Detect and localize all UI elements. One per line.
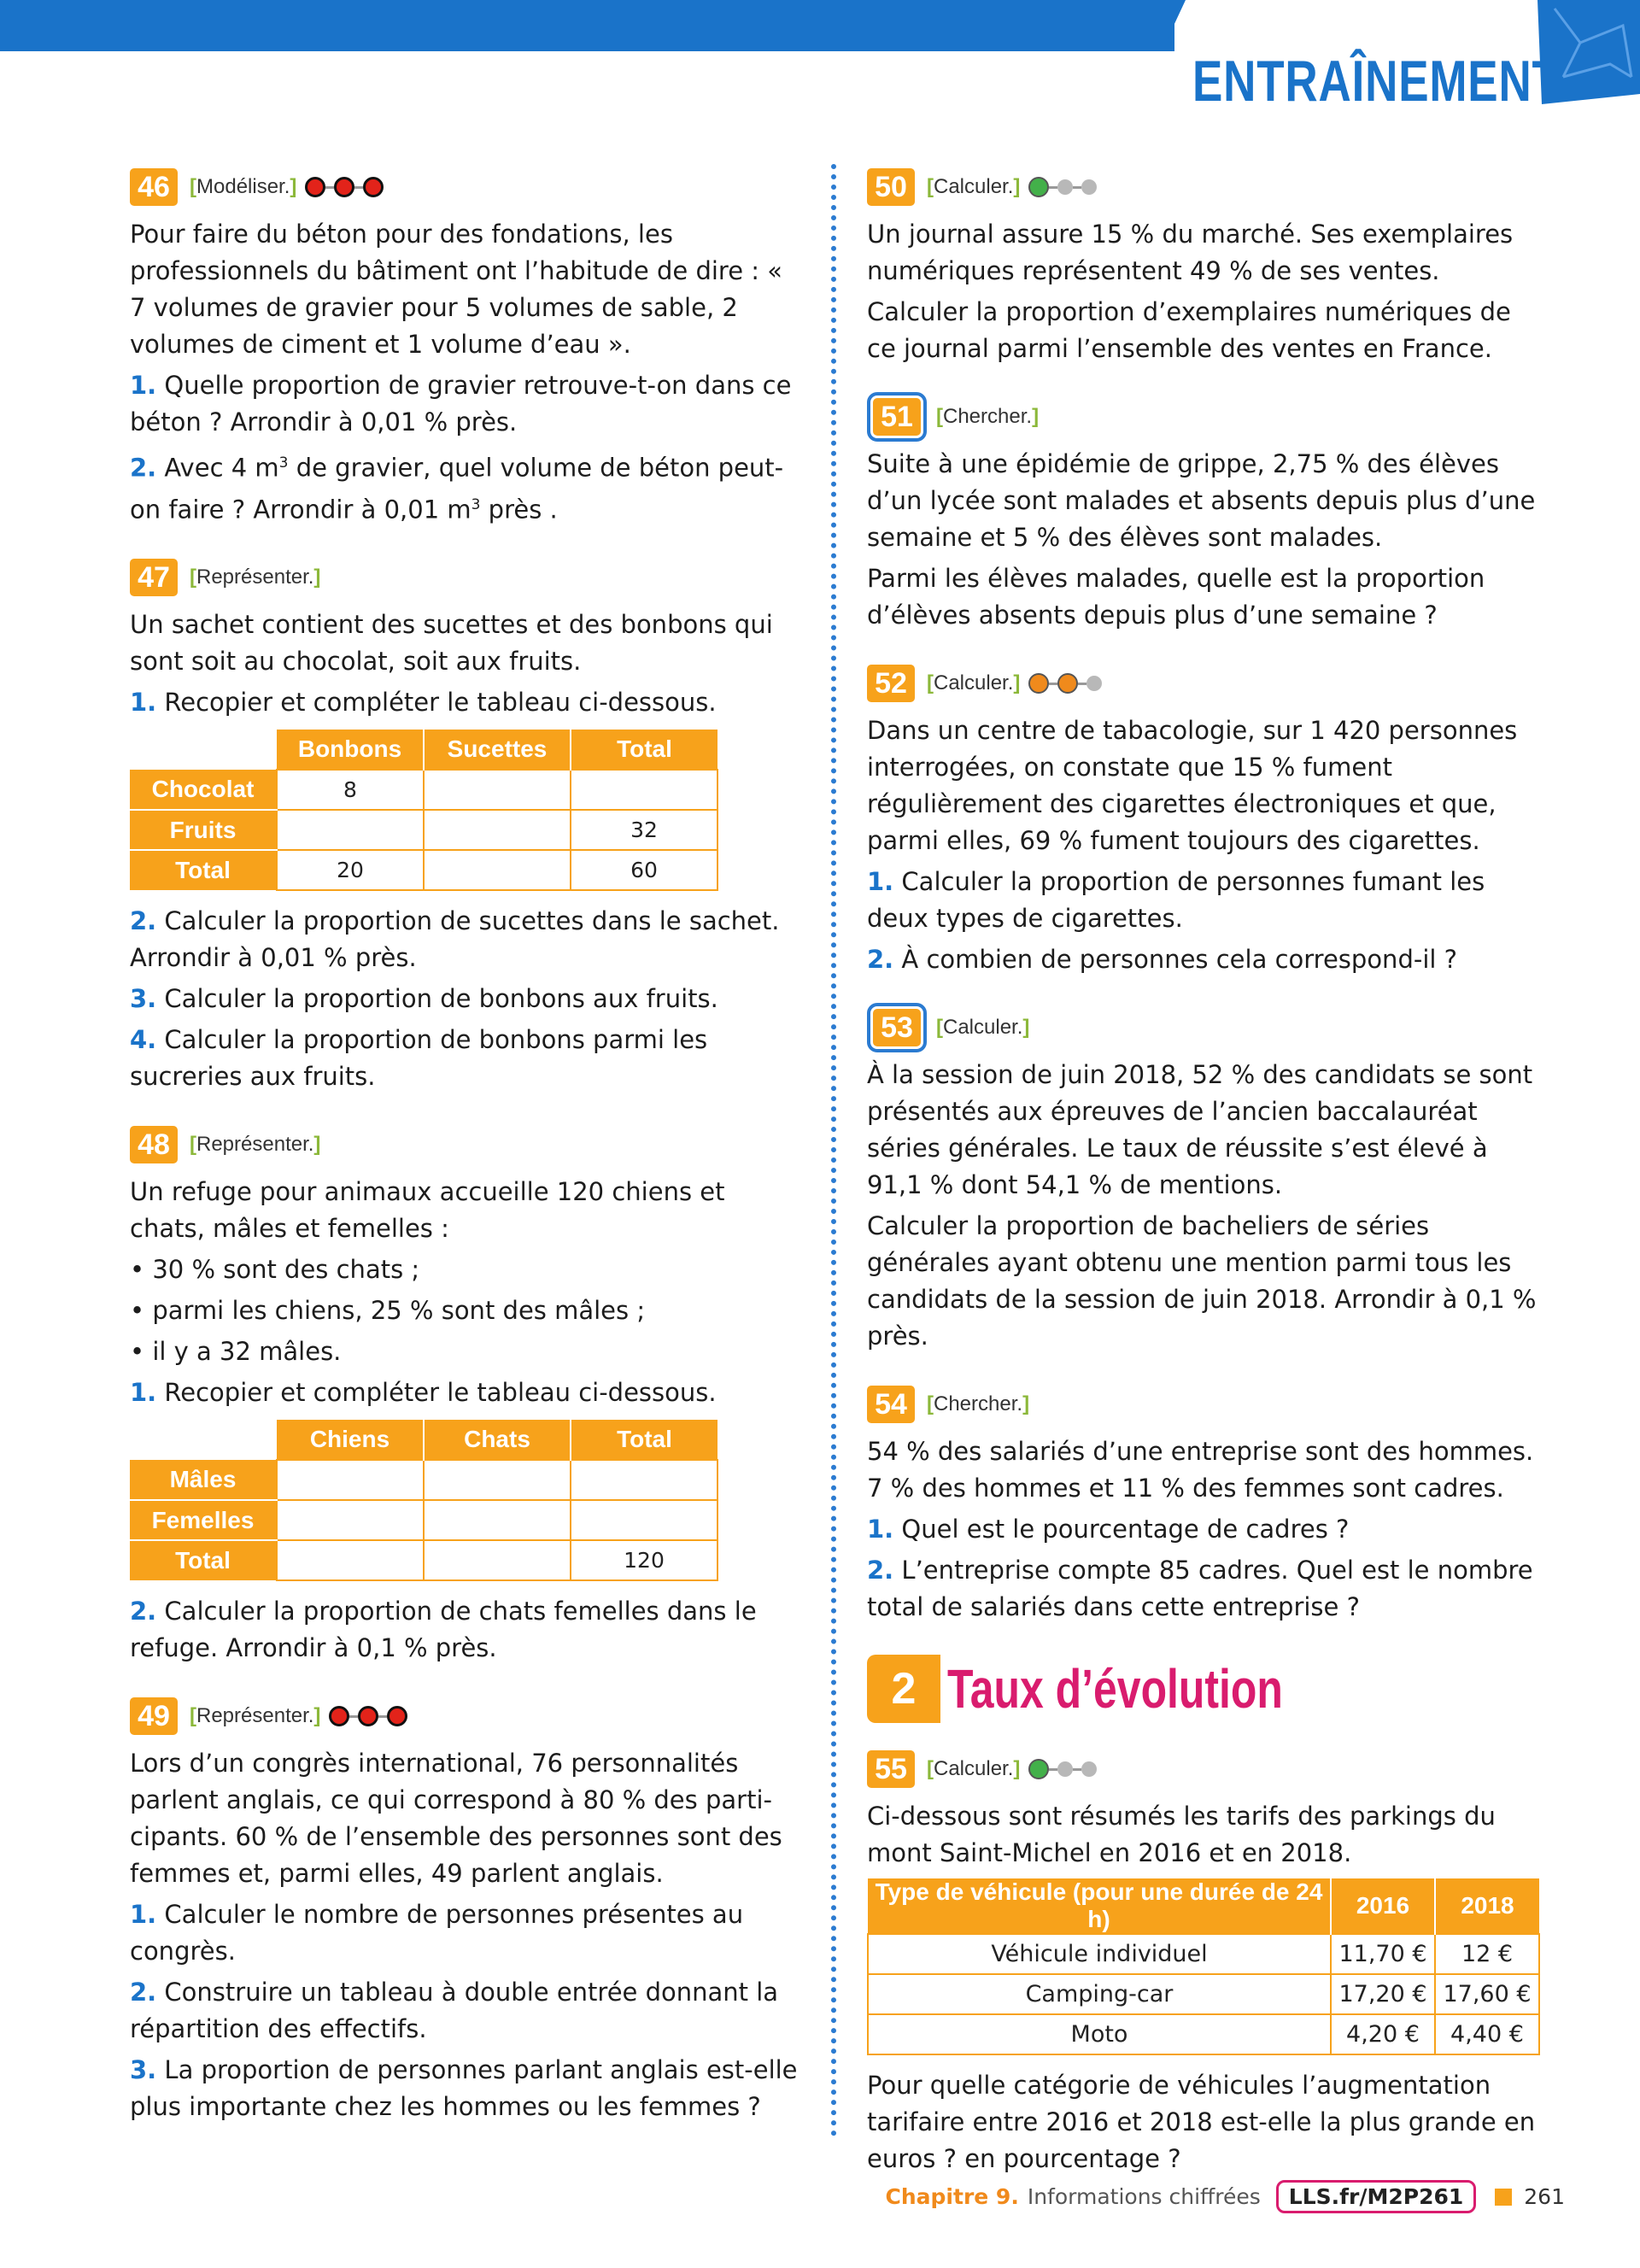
column-header: 2016 <box>1331 1878 1435 1934</box>
table-cell <box>571 770 718 810</box>
part-title: Taux d’évolution <box>947 1658 1283 1720</box>
exercise-text: Pour faire du béton pour des fondations, les professionnels du bâtiment ont l’habitude de dire : « 7 volumes de gravier pour 5 volumes de sable, 2 volumes de ciment et 1 volume d’eau ». <box>130 220 782 359</box>
difficulty-dot-icon <box>1028 1759 1049 1779</box>
exercise-text: Pour quelle catégorie de véhicules l’augmentation tarifaire entre 2016 et 2018 est-elle la plus grande en euros ? en pourcentage ? <box>867 2071 1536 2173</box>
bullet-item: • 30 % sont des chats ; <box>130 1255 420 1285</box>
table-cell <box>277 1460 424 1500</box>
left-column <box>130 167 805 2154</box>
tariff-table <box>867 1878 1540 2055</box>
exercise-46 <box>130 167 805 528</box>
row-header: Femelles <box>130 1500 277 1540</box>
table-cell: 12 € <box>1435 1934 1539 1974</box>
row-header: Chocolat <box>130 770 277 810</box>
column-header: Total <box>571 1420 718 1460</box>
table-cell: 32 <box>571 810 718 850</box>
question: 2. Calculer la proportion de sucettes dans le sachet. Arrondir à 0,01 % près. <box>130 906 780 973</box>
table-cell: 60 <box>571 850 718 890</box>
skill-tag: [Chercher.] <box>927 1392 1030 1415</box>
table-cell <box>424 1500 571 1540</box>
difficulty-dots <box>1028 177 1097 197</box>
difficulty-dots <box>305 177 384 197</box>
question: 1. Recopier et compléter le tableau ci-dessous. <box>130 1378 717 1408</box>
difficulty-dot-icon <box>1086 676 1102 691</box>
exercise-text: À la session de juin 2018, 52 % des candidats se sont présentés aux épreuves de l’ancien baccalauréat séries générales. Le taux de réussite s’est élevé à 91,1 % dont 54,1 % de mentions. <box>867 1060 1533 1199</box>
exercise-text: Un refuge pour animaux accueille 120 chiens et chats, mâles et femelles : <box>130 1177 725 1244</box>
question: 3. Calculer la proportion de bonbons aux fruits. <box>130 984 718 1014</box>
table-cell: 4,20 € <box>1331 2014 1435 2054</box>
difficulty-dots <box>1028 1759 1097 1779</box>
table-cell <box>424 1460 571 1500</box>
exercise-48 <box>130 1124 805 1667</box>
column-divider <box>831 164 836 2137</box>
row-header: Mâles <box>130 1460 277 1500</box>
table-cell <box>424 1540 571 1580</box>
question: 1. Calculer le nombre de personnes présentes au congrès. <box>130 1900 744 1966</box>
table-cell <box>571 1460 718 1500</box>
exercise-49 <box>130 1696 805 2125</box>
part-number: 2 <box>867 1655 940 1723</box>
table-cell: 17,20 € <box>1331 1974 1435 2014</box>
column-header: Bonbons <box>277 730 424 770</box>
row-header: Total <box>130 1540 277 1580</box>
contingency-table <box>130 730 718 891</box>
skill-tag: [Représenter.] <box>190 1133 321 1157</box>
skill-tag: [Chercher.] <box>936 405 1040 428</box>
exercise-number: 48 <box>130 1126 178 1163</box>
difficulty-dot-icon <box>329 1706 349 1726</box>
table-cell: Moto <box>868 2014 1331 2054</box>
exercise-55 <box>867 1749 1542 2177</box>
skill-tag: [Représenter.] <box>190 1704 321 1728</box>
table-cell <box>424 850 571 890</box>
table-cell: 20 <box>277 850 424 890</box>
question: 1. Quel est le pourcentage de cadres ? <box>867 1515 1350 1544</box>
column-header: Total <box>571 730 718 770</box>
difficulty-dot-icon <box>334 177 354 197</box>
difficulty-dot-icon <box>1057 673 1078 694</box>
table-cell: 8 <box>277 770 424 810</box>
exercise-text: Un journal assure 15 % du marché. Ses exemplaires numériques représentent 49 % de ses ventes. <box>867 220 1514 285</box>
column-header: Chats <box>424 1420 571 1460</box>
question: 2. À combien de personnes cela correspond-il ? <box>867 945 1458 974</box>
exercise-text: Dans un centre de tabacologie, sur 1 420 personnes interrogées, on constate que 15 % fument régulièrement des cigarettes électroniques et que, parmi elles, 69 % fument toujours des cigarettes. <box>867 716 1518 855</box>
table-cell <box>277 810 424 850</box>
difficulty-dot-icon <box>363 177 384 197</box>
exercise-number: 51 <box>873 398 921 436</box>
contingency-table <box>130 1420 718 1581</box>
right-column <box>867 167 1542 2206</box>
exercise-54 <box>867 1384 1542 1626</box>
difficulty-dot-icon <box>305 177 325 197</box>
table-cell <box>277 1540 424 1580</box>
exercise-text: Un sachet contient des sucettes et des bonbons qui sont soit au chocolat, soit aux fruits. <box>130 610 773 677</box>
difficulty-dot-icon <box>1081 179 1097 195</box>
question: 2. Avec 4 $m^3$ de gravier, quel volume de béton peut-on faire ? Arrondir à 0,01 $m^3$ près . <box>130 453 784 525</box>
exercise-number: 50 <box>867 168 915 206</box>
difficulty-dot-icon <box>1028 673 1049 694</box>
question: 2. Construire un tableau à double entrée donnant la répartition des effectifs. <box>130 1978 779 2044</box>
exercise-text: Lors d’un congrès international, 76 personnalités parlent anglais, ce qui correspond à 80 % des parti-cipants. 60 % de l’ensemble des personnes sont des femmes et, parmi elles, 49 parlent anglais. <box>130 1749 782 1889</box>
question: 4. Calculer la proportion de bonbons parmi les sucreries aux fruits. <box>130 1025 708 1092</box>
column-header: Chiens <box>277 1420 424 1460</box>
skill-tag: [Modéliser.] <box>190 175 297 198</box>
exercise-number: 53 <box>873 1009 921 1046</box>
square-icon <box>1495 2189 1512 2206</box>
exercise-51 <box>867 396 1542 634</box>
section-title: ENTRAÎNEMENT <box>1192 49 1561 114</box>
question: 2. L’entreprise compte 85 cadres. Quel est le nombre total de salariés dans cette entreprise ? <box>867 1556 1533 1621</box>
resource-link[interactable]: LLS.fr/M2P261 <box>1276 2180 1476 2213</box>
exercise-50 <box>867 167 1542 367</box>
table-cell: Véhicule individuel <box>868 1934 1331 1974</box>
table-cell: 17,60 € <box>1435 1974 1539 2014</box>
skill-tag: [Représenter.] <box>190 566 321 589</box>
question: 3. La proportion de personnes parlant anglais est-elle plus importante chez les hommes ou les femmes ? <box>130 2055 798 2122</box>
difficulty-dot-icon <box>387 1706 407 1726</box>
difficulty-dots <box>1028 673 1102 694</box>
page-number: 261 <box>1524 2184 1565 2209</box>
skill-tag: [Calculer.] <box>927 175 1021 198</box>
table-cell: Camping-car <box>868 1974 1331 2014</box>
difficulty-dot-icon <box>1081 1761 1097 1777</box>
table-cell <box>424 810 571 850</box>
difficulty-dot-icon <box>1057 1761 1073 1777</box>
question: 1. Calculer la proportion de personnes fumant les deux types de cigarettes. <box>867 867 1485 933</box>
exercise-text: Calculer la proportion de bacheliers de séries générales ayant obtenu une mention parmi tous les candidats de la session de juin 2018. Arrondir à 0,1 % près. <box>867 1211 1537 1351</box>
table-cell: 4,40 € <box>1435 2014 1539 2054</box>
difficulty-dot-icon <box>358 1706 378 1726</box>
column-header: 2018 <box>1435 1878 1539 1934</box>
exercise-text: Ci-dessous sont résumés les tarifs des parkings du mont Saint-Michel en 2016 et en 2018. <box>867 1802 1496 1867</box>
column-header: Type de véhicule (pour une durée de 24 h) <box>868 1878 1331 1934</box>
top-banner <box>0 0 1174 51</box>
exercise-52 <box>867 663 1542 978</box>
exercise-number: 52 <box>867 665 915 702</box>
difficulty-dots <box>329 1706 407 1726</box>
exercise-number: 46 <box>130 168 178 206</box>
bullet-item: • parmi les chiens, 25 % sont des mâles ; <box>130 1296 646 1326</box>
difficulty-dot-icon <box>1057 179 1073 195</box>
exercise-text: Suite à une épidémie de grippe, 2,75 % des élèves d’un lycée sont malades et absents depuis plus d’une semaine et 5 % des élèves sont malades. <box>867 449 1536 552</box>
exercise-number: 54 <box>867 1386 915 1423</box>
column-header: Sucettes <box>424 730 571 770</box>
table-cell <box>424 770 571 810</box>
question: 1. Recopier et compléter le tableau ci-dessous. <box>130 688 717 718</box>
row-header: Total <box>130 850 277 890</box>
exercise-number: 55 <box>867 1750 915 1788</box>
skill-tag: [Calculer.] <box>927 671 1021 694</box>
top-banner-wedge <box>1162 0 1186 51</box>
exercise-text: Parmi les élèves malades, quelle est la proportion d’élèves absents depuis plus d’une semaine ? <box>867 564 1485 630</box>
difficulty-dot-icon <box>1028 177 1049 197</box>
page-footer <box>886 2180 1565 2213</box>
exercise-text: Calculer la proportion d’exemplaires numériques de ce journal parmi l’ensemble des ventes en France. <box>867 297 1511 363</box>
table-cell <box>571 1500 718 1540</box>
table-cell: 120 <box>571 1540 718 1580</box>
row-header: Fruits <box>130 810 277 850</box>
part-heading <box>867 1655 1542 1723</box>
exercise-47 <box>130 557 805 1095</box>
bullet-item: • il y a 32 mâles. <box>130 1337 342 1367</box>
exercise-number: 49 <box>130 1697 178 1735</box>
table-cell: 11,70 € <box>1331 1934 1435 1974</box>
exercise-text: 54 % des salariés d’une entreprise sont des hommes. 7 % des hommes et 11 % des femmes sont cadres. <box>867 1437 1534 1503</box>
question: 2. Calculer la proportion de chats femelles dans le refuge. Arrondir à 0,1 % près. <box>130 1597 757 1663</box>
question: 1. Quelle proportion de gravier retrouve-t-on dans ce béton ? Arrondir à 0,01 % près. <box>130 371 792 437</box>
chapter-title: Informations chiffrées <box>1027 2184 1261 2209</box>
exercise-number: 47 <box>130 559 178 596</box>
skill-tag: [Calculer.] <box>927 1757 1021 1780</box>
table-cell <box>277 1500 424 1540</box>
exercise-53 <box>867 1007 1542 1355</box>
skill-tag: [Calculer.] <box>936 1016 1030 1039</box>
chapter-label: Chapitre 9. <box>885 2184 1019 2209</box>
